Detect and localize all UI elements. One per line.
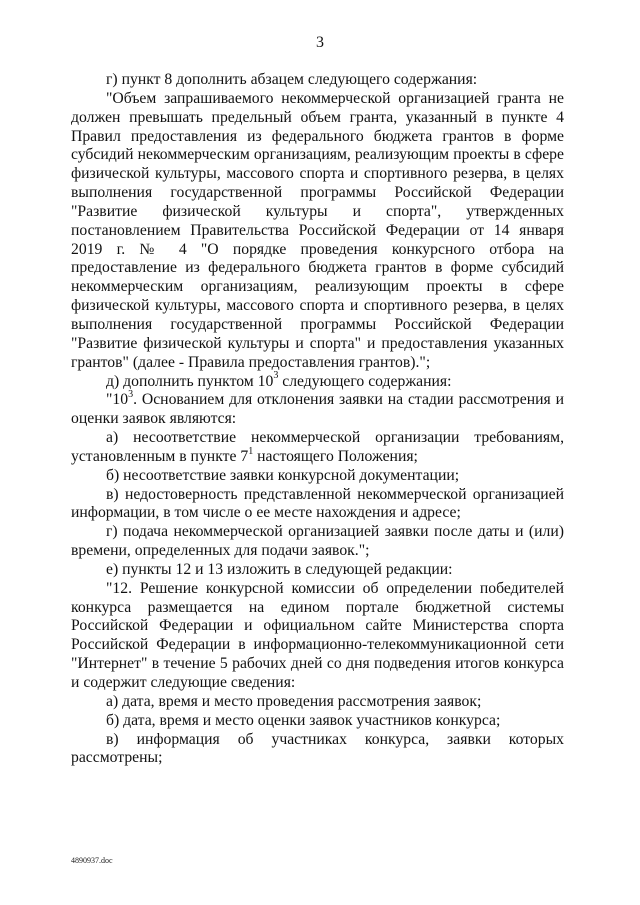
paragraph-4: "$10^3$. Основанием для отклонения заявки на стадии рассмотрения и оценки заявок являются:	[71, 389, 564, 428]
paragraph-5: а) несоответствие некоммерческой организации требованиям, установленным в пункте $7^1$ настоящего Положения;	[71, 429, 564, 465]
paragraph-11: а) дата, время и место проведения рассмотрения заявок;	[106, 692, 482, 710]
footer-filename: 4890937.doc	[71, 856, 113, 865]
page-number: 3	[316, 34, 324, 51]
paragraph-10: "12. Решение конкурсной комиссии об определении победителей конкурса размещается на едином портале бюджетной системы Российской Федерации и официальном сайте Министерства спорта Российской Федерации в информационно-телекоммуникационной сети "Интернет" в течение 5 рабочих дней со дня подведения итогов конкурса и содержит следующие сведения:	[71, 579, 564, 691]
paragraph-12: б) дата, время и место оценки заявок участников конкурса;	[106, 711, 501, 729]
paragraph-6: б) несоответствие заявки конкурсной документации;	[106, 466, 460, 484]
paragraph-2: "Объем запрашиваемого некоммерческой организацией гранта не должен превышать предельный объем гранта, указанный в пункте 4 Правил предоставления из федерального бюджета грантов в форме субсидий некоммерческим организациям, реализующим проекты в сфере физической культуры, массового спорта и спортивного резерва, в целях выполнения государственной программы Российской Федерации "Развитие физической культуры и спорта", утвержденных постановлением Правительства Российской Федерации от 14 января 2019 г. № 4 "О порядке проведения конкурсного отбора на предоставление из федерального бюджета грантов в форме субсидий некоммерческим организациям, реализующим проекты в сфере физической культуры, массового спорта и спортивного резерва, в целях выполнения государственной программы Российской Федерации "Развитие физической культуры и спорта" и предоставления указанных грантов" (далее - Правила предоставления грантов).";	[71, 89, 564, 371]
paragraph-8: г) подача некоммерческой организацией заявки после даты и (или) времени, определенных для подачи заявок.";	[71, 523, 564, 560]
document-body	[71, 71, 564, 768]
superscript: 3	[273, 370, 279, 382]
paragraph-1: г) пункт 8 дополнить абзацем следующего содержания:	[106, 71, 478, 88]
paragraph-3: д) дополнить пунктом $10^3$ следующего содержания:	[106, 370, 452, 390]
paragraph-13: в) информация об участниках конкурса, заявки которых рассмотрены;	[71, 730, 564, 767]
paragraph-7: в) недостоверность представленной некоммерческой организацией информации, в том числе о ее месте нахождения и адресе;	[71, 485, 564, 522]
superscript: 1	[248, 445, 254, 457]
superscript: 3	[128, 389, 134, 401]
paragraph-9: е) пункты 12 и 13 изложить в следующей редакции:	[106, 560, 453, 578]
